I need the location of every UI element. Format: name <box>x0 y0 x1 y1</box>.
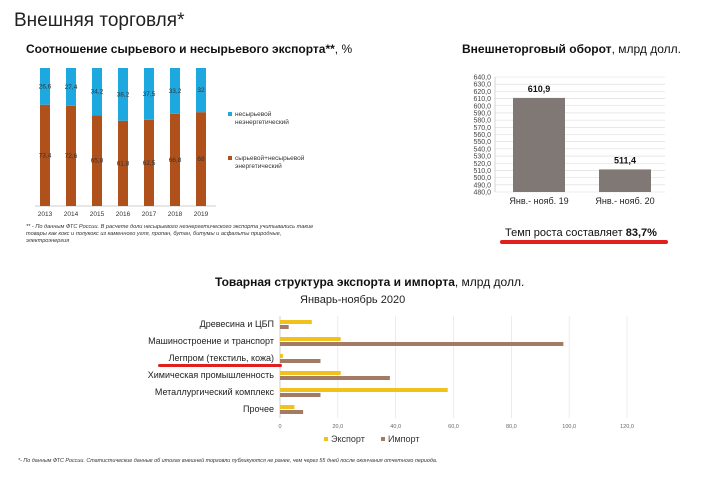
turnover-y-tick: 480,0 <box>473 189 491 197</box>
turnover-y-tick: 590,0 <box>473 110 491 118</box>
ratio-legend-nonraw <box>235 110 289 126</box>
ratio-tick-label: 2018 <box>167 211 183 218</box>
turnover-y-tick: 600,0 <box>473 103 491 111</box>
ratio-label-nonraw: 33,2 <box>168 87 182 95</box>
main-footnote: *- По данным ФТС России. Статистические данные об итогах внешней торговли публикуются не ранее, чем через 55 дней после окончания отчетного периода. <box>18 458 438 464</box>
ratio-tick-label: 2016 <box>115 211 131 218</box>
ratio-label-raw: 65,8 <box>90 157 104 165</box>
export-ratio-chart <box>20 62 340 222</box>
export-ratio-note: ** - По данным ФТС России. В расчете доли несырьевого неэнергетического экспорта учитывались такие товары как кокс и полукокс из каменного угля, пропан, бутан, битумы и асфальты природные, электроэнергия <box>26 224 314 244</box>
page-title-mark: * <box>177 10 185 31</box>
structure-bar-import <box>280 376 390 380</box>
turnover-y-tick: 550,0 <box>473 139 491 147</box>
ratio-label-raw: 62,5 <box>142 159 156 167</box>
ratio-label-raw: 73,4 <box>38 152 52 160</box>
structure-x-tick: 0 <box>278 424 282 430</box>
turnover-chart <box>455 60 675 220</box>
page-title-text: Внешняя торговля <box>14 10 178 31</box>
structure-title-unit: , млрд долл. <box>454 275 525 289</box>
turnover-title-text: Внешнеторговый оборот <box>462 42 612 56</box>
structure-bar-export <box>280 320 312 324</box>
ratio-tick-label: 2019 <box>193 211 209 218</box>
turnover-y-tick: 640,0 <box>473 74 491 82</box>
turnover-y-tick: 540,0 <box>473 146 491 154</box>
ratio-tick-label: 2013 <box>37 211 53 218</box>
structure-bar-export <box>280 371 341 375</box>
structure-title-text: Товарная структура экспорта и импорта <box>215 275 455 289</box>
turnover-y-tick: 510,0 <box>473 167 491 175</box>
turnover-y-tick: 520,0 <box>473 160 491 168</box>
structure-x-tick: 100,0 <box>562 424 577 430</box>
ratio-legend-nonraw-line2: неэнергетический <box>235 119 289 126</box>
ratio-tick-label: 2014 <box>63 211 79 218</box>
structure-category-label: Прочее <box>243 404 274 414</box>
ratio-legend-nonraw-line1: несырьевой <box>235 111 272 118</box>
structure-bar-export <box>280 388 448 392</box>
ratio-label-nonraw: 38,2 <box>116 91 130 99</box>
structure-x-tick: 120,0 <box>620 424 634 430</box>
growth-rate-text <box>505 227 657 239</box>
structure-bar-export <box>280 354 283 358</box>
structure-x-tick: 80,0 <box>505 424 517 430</box>
structure-legend-import: Импорт <box>388 434 420 444</box>
ratio-label-raw: 61,8 <box>116 160 130 168</box>
structure-bar-import <box>280 342 563 346</box>
turnover-y-tick: 620,0 <box>473 88 491 96</box>
structure-bar-import <box>280 393 320 397</box>
ratio-legend-swatch-nonraw <box>228 112 232 116</box>
growth-rate-underline <box>500 240 668 244</box>
structure-category-label: Легпром (текстиль, кожа) <box>168 353 274 363</box>
ratio-tick-label: 2015 <box>89 211 105 218</box>
ratio-label-nonraw: 26,6 <box>38 83 52 91</box>
export-ratio-title <box>26 42 352 56</box>
structure-legend-swatch-export <box>324 437 328 441</box>
growth-rate-label: Темп роста составляет <box>505 227 623 239</box>
structure-category-label: Химическая промышленность <box>147 370 274 380</box>
structure-subtitle: Январь-ноябрь 2020 <box>300 294 406 306</box>
structure-category-label: Древесина и ЦБП <box>199 319 274 329</box>
ratio-label-nonraw: 34,2 <box>90 88 104 96</box>
ratio-legend-raw-line1: сырьевой+несырьевой <box>235 155 305 162</box>
export-ratio-title-mark: ** <box>325 42 335 56</box>
ratio-label-nonraw: 27,4 <box>64 83 78 91</box>
turnover-bar-label: 610,9 <box>527 83 551 94</box>
turnover-y-tick: 630,0 <box>473 81 491 89</box>
turnover-title-unit: , млрд долл. <box>611 42 681 56</box>
structure-title <box>215 275 524 289</box>
turnover-y-tick: 560,0 <box>473 132 491 139</box>
structure-x-tick: 20,0 <box>332 424 344 430</box>
turnover-x-tick: Янв.- нояб. 20 <box>595 196 655 206</box>
export-ratio-title-text: Соотношение сырьевого и несырьевого экспорта <box>26 42 326 56</box>
page-title <box>14 10 184 32</box>
legprom-underline <box>158 364 282 367</box>
turnover-bar-label: 511,4 <box>613 155 637 166</box>
ratio-tick-label: 2017 <box>141 211 157 218</box>
turnover-y-tick: 490,0 <box>473 182 491 190</box>
ratio-label-nonraw: 37,5 <box>142 90 156 98</box>
ratio-label-raw: 66,8 <box>168 156 182 164</box>
structure-bar-import <box>280 325 289 329</box>
structure-x-tick: 40,0 <box>390 424 402 430</box>
turnover-y-tick: 530,0 <box>473 153 491 161</box>
ratio-legend-raw-line2: энергетический <box>235 163 282 170</box>
structure-chart <box>110 312 660 444</box>
turnover-x-tick: Янв.- нояб. 19 <box>509 196 569 206</box>
turnover-bar <box>599 169 651 192</box>
ratio-legend-raw <box>235 154 305 170</box>
structure-legend-export: Экспорт <box>331 434 365 444</box>
growth-rate-value: 83,7% <box>625 227 657 239</box>
ratio-label-raw: 68 <box>197 156 205 164</box>
structure-bar-export <box>280 405 294 409</box>
turnover-y-tick: 610,0 <box>473 96 491 104</box>
structure-category-label: Металлургический комплекс <box>154 387 274 397</box>
structure-x-tick: 60,0 <box>448 424 459 430</box>
ratio-legend-swatch-raw <box>228 156 232 160</box>
turnover-y-tick: 570,0 <box>473 124 491 132</box>
export-ratio-title-unit: , % <box>334 42 353 56</box>
structure-bar-import <box>280 410 303 414</box>
turnover-bar <box>513 98 565 192</box>
turnover-title <box>462 42 681 56</box>
turnover-y-tick: 500,0 <box>473 175 491 183</box>
ratio-label-raw: 72,6 <box>64 152 78 160</box>
structure-bar-import <box>280 359 320 363</box>
turnover-y-tick: 580,0 <box>473 117 491 125</box>
ratio-label-nonraw: 32 <box>197 87 205 95</box>
structure-bar-export <box>280 337 341 341</box>
structure-category-label: Машиностроение и транспорт <box>148 336 274 346</box>
structure-legend-swatch-import <box>381 437 385 441</box>
